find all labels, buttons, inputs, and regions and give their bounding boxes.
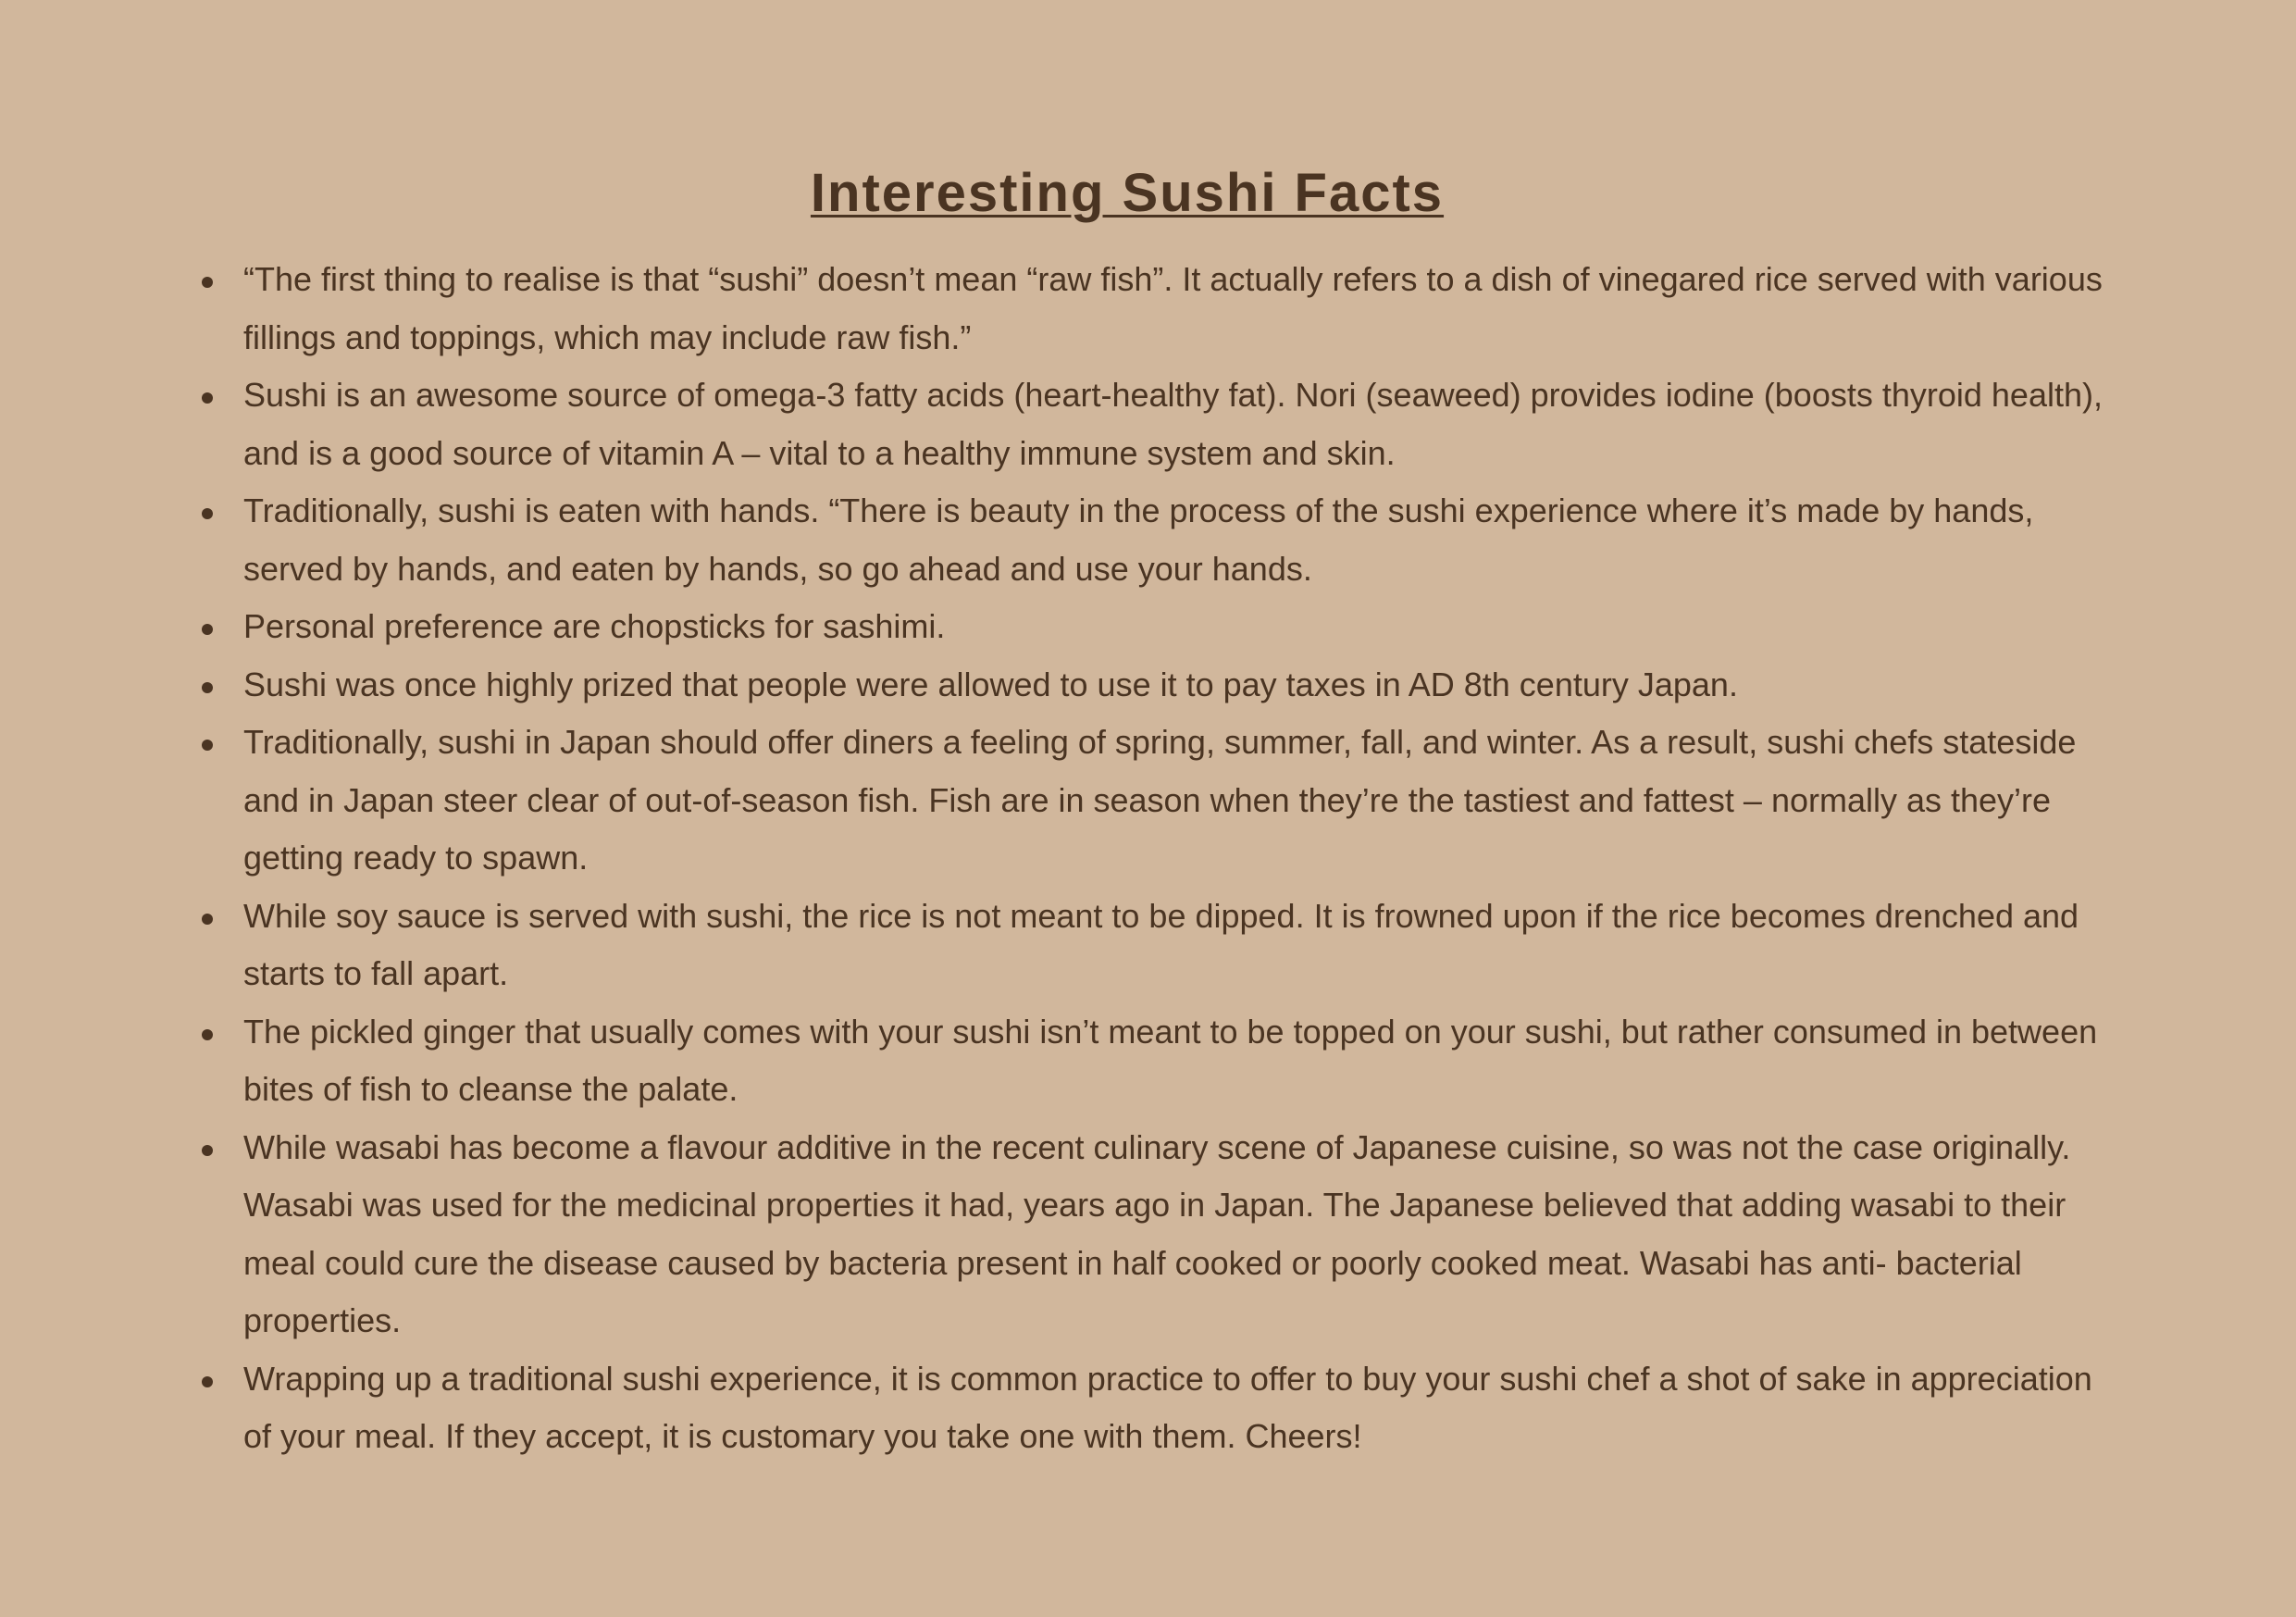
fact-item-8 [180,1003,2124,1119]
fact-item-5 [180,656,2124,715]
fact-text: Traditionally, sushi is eaten with hands. “There is beauty in the process of the sushi experience where it’s made by hands, served by hands, and eaten by hands, so go ahead and use your hands. [243,491,2034,588]
fact-item-3 [180,482,2124,598]
fact-text: Sushi was once highly prized that people were allowed to use it to pay taxes in AD 8th century Japan. [243,665,1738,703]
fact-item-6 [180,714,2124,888]
fact-text: “The first thing to realise is that “sushi” doesn’t mean “raw fish”. It actually refers to a dish of vinegared rice served with various fillings and toppings, which may include raw fish.” [243,260,2103,356]
fact-item-9 [180,1119,2124,1350]
fact-item-4 [180,598,2124,656]
bullet-icon [202,1376,213,1387]
bullet-icon [202,392,213,404]
fact-text: Traditionally, sushi in Japan should offer diners a feeling of spring, summer, fall, and winter. As a result, sushi chefs stateside and in Japan steer clear of out-of-season fish. Fish are in season when they’re the tastiest and fattest – normally as they’re getting ready to spawn. [243,723,2077,877]
facts-list [180,251,2124,1466]
fact-item-2 [180,367,2124,482]
page-title: Interesting Sushi Facts [810,163,1445,223]
fact-text: Sushi is an awesome source of omega-3 fatty acids (heart-healthy fat). Nori (seaweed) provides iodine (boosts thyroid health), and is a good source of vitamin A – vital to a healthy immune system and skin. [243,376,2103,472]
fact-text: Wrapping up a traditional sushi experience, it is common practice to offer to buy your sushi chef a shot of sake in appreciation of your meal. If they accept, it is customary you take one with them. Cheers! [243,1359,2092,1455]
fact-item-1 [180,251,2124,367]
bullet-icon [202,914,213,925]
fact-text: Personal preference are chopsticks for sashimi. [243,607,946,645]
fact-text: While wasabi has become a flavour additive in the recent culinary scene of Japanese cuisine, so was not the case originally. Wasabi was used for the medicinal properties it had, years ago in Japan. The Japanese believed that adding wasabi to their meal could cure the disease caused by bacteria present in half cooked or poorly cooked meat. Wasabi has anti- bacterial properties. [243,1127,2071,1339]
fact-text: The pickled ginger that usually comes with your sushi isn’t meant to be topped on your sushi, but rather consumed in between bites of fish to cleanse the palate. [243,1012,2098,1108]
bullet-icon [202,682,213,693]
fact-item-10 [180,1350,2124,1466]
bullet-icon [202,277,213,288]
bullet-icon [202,508,213,519]
bullet-icon [202,624,213,635]
fact-text: While soy sauce is served with sushi, the rice is not meant to be dipped. It is frowned upon if the rice becomes drenched and starts to fall apart. [243,896,2079,992]
fact-item-7 [180,888,2124,1003]
bullet-icon [202,1029,213,1040]
bullet-icon [202,1145,213,1156]
bullet-icon [202,740,213,751]
